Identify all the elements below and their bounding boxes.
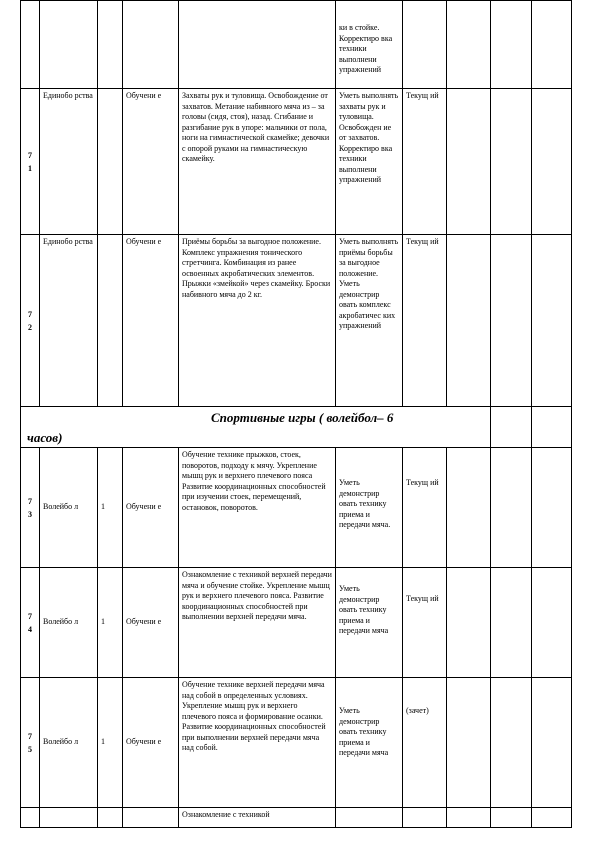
hours-cell: 1 [98, 678, 123, 808]
lesson-number: 7 [28, 731, 32, 741]
empty-cell [491, 678, 532, 808]
empty-cell [447, 808, 491, 828]
hours-cell: 1 [98, 448, 123, 568]
lesson-number-cell: 7 4 [21, 568, 40, 678]
empty-cell [447, 448, 491, 568]
section-cell: Единобо рства [40, 235, 98, 407]
hours-cell [98, 89, 123, 235]
empty-cell [532, 808, 572, 828]
empty-cell [447, 235, 491, 407]
empty-cell [532, 568, 572, 678]
empty-cell [491, 1, 532, 89]
section-cell: Волейбо л [40, 568, 98, 678]
section-cell: Единобо рства [40, 89, 98, 235]
lesson-number: 7 [28, 496, 32, 506]
section-cell [40, 808, 98, 828]
lesson-number: 7 [28, 611, 32, 621]
empty-cell [491, 89, 532, 235]
control-cell: Текущ ий [403, 89, 447, 235]
lesson-number-cell: 7 2 [21, 235, 40, 407]
lesson-type-cell: Обучени е [123, 568, 179, 678]
empty-cell [532, 89, 572, 235]
content-cell: Ознакомление с техникой [179, 808, 336, 828]
empty-cell [532, 678, 572, 808]
hours-cell: 1 [98, 568, 123, 678]
control-cell [403, 808, 447, 828]
content-cell: Обучение технике верхней передачи мяча над собой в определенных условиях. Укрепление мышц рук и верхнего плечевого пояса и формирование осанки. Развитие координационных способностей при выполнении верхней передачи мяча над собой. [179, 678, 336, 808]
control-cell: Текущ ий [403, 568, 447, 678]
empty-cell [447, 568, 491, 678]
control-cell [403, 1, 447, 89]
result-cell: Уметь выполнять захваты рук и туловища. Освобожден ие от захватов. Корректиро вка техники выполнени упражнений [336, 89, 403, 235]
result-cell: Уметь демонстрир овать технику приема и передачи мяча. [336, 448, 403, 568]
content-cell [179, 1, 336, 89]
hours-cell [98, 808, 123, 828]
control-cell: (зачет) [403, 678, 447, 808]
table-row [21, 808, 572, 828]
result-cell: Уметь демонстрир овать технику приема и передачи мяча [336, 568, 403, 678]
empty-cell [491, 448, 532, 568]
lesson-number-cell: 7 5 [21, 678, 40, 808]
table-row [21, 1, 572, 89]
lesson-type-cell: Обучени е [123, 89, 179, 235]
empty-cell [447, 89, 491, 235]
empty-cell [532, 407, 572, 448]
result-cell [336, 808, 403, 828]
hours-cell [98, 1, 123, 89]
lesson-number: 7 [28, 309, 32, 319]
lesson-plan-table [20, 0, 572, 828]
table-row [21, 89, 572, 235]
table-row [21, 448, 572, 568]
empty-cell [532, 448, 572, 568]
lesson-number: 7 [28, 150, 32, 160]
empty-cell [491, 568, 532, 678]
hours-cell [98, 235, 123, 407]
lesson-number-cell: 7 1 [21, 89, 40, 235]
control-cell: Текущ ий [403, 448, 447, 568]
section-header-cell [21, 407, 491, 448]
table-row [21, 568, 572, 678]
lesson-type-cell: Обучени е [123, 678, 179, 808]
lesson-number-cell: 7 3 [21, 448, 40, 568]
empty-cell [532, 1, 572, 89]
empty-cell [532, 235, 572, 407]
lesson-number-cell [21, 1, 40, 89]
section-title-line1: Спортивные игры ( волейбол– 6 [211, 410, 394, 425]
section-cell: Волейбо л [40, 678, 98, 808]
result-cell: ки в стойке. Корректиро вка техники выполнени упражнений [336, 1, 403, 89]
content-cell: Приёмы борьбы за выгодное положение. Комплекс упражнения тонического стретчинга. Комбинация из ранее освоенных акробатических элементов. Прыжки «змейкой» через скамейку. Броски набивного мяча до 2 кг. [179, 235, 336, 407]
section-cell: Волейбо л [40, 448, 98, 568]
lesson-number-cell [21, 808, 40, 828]
empty-cell [491, 407, 532, 448]
result-cell: Уметь демонстрир овать технику приема и передачи мяча [336, 678, 403, 808]
result-cell: Уметь выполнять приёмы борьбы за выгодное положение. Уметь демонстрир овать комплекс акробатичес ких упражнений [336, 235, 403, 407]
lesson-type-cell: Обучени е [123, 235, 179, 407]
content-cell: Обучение технике прыжков, стоек, поворотов, подходу к мячу. Укрепление мышц рук и верхнего плечевого пояса Развитие координационных способностей при изучении стоек, перемещений, остановок, поворотов. [179, 448, 336, 568]
section-header-row [21, 407, 572, 448]
table-row [21, 235, 572, 407]
table-row [21, 678, 572, 808]
section-title-line2: часов) [27, 430, 63, 445]
content-cell: Захваты рук и туловища. Освобождение от захватов. Метание набивного мяча из – за головы (сидя, стоя), назад. Сгибание и разгибание рук в упоре: мальчики от пола, ноги на гимнастической скамейке; девочки с опорой руками на гимнастическую скамейку. [179, 89, 336, 235]
content-cell: Ознакомление с техникой верхней передачи мяча и обучение стойке. Укрепление мышц рук и верхнего плечевого пояса. Развитие координационных способностей при выполнении верхней передачи мяча. [179, 568, 336, 678]
lesson-type-cell: Обучени е [123, 448, 179, 568]
empty-cell [447, 1, 491, 89]
empty-cell [491, 808, 532, 828]
lesson-type-cell [123, 1, 179, 89]
control-cell: Текущ ий [403, 235, 447, 407]
empty-cell [491, 235, 532, 407]
empty-cell [447, 678, 491, 808]
lesson-type-cell [123, 808, 179, 828]
section-cell [40, 1, 98, 89]
